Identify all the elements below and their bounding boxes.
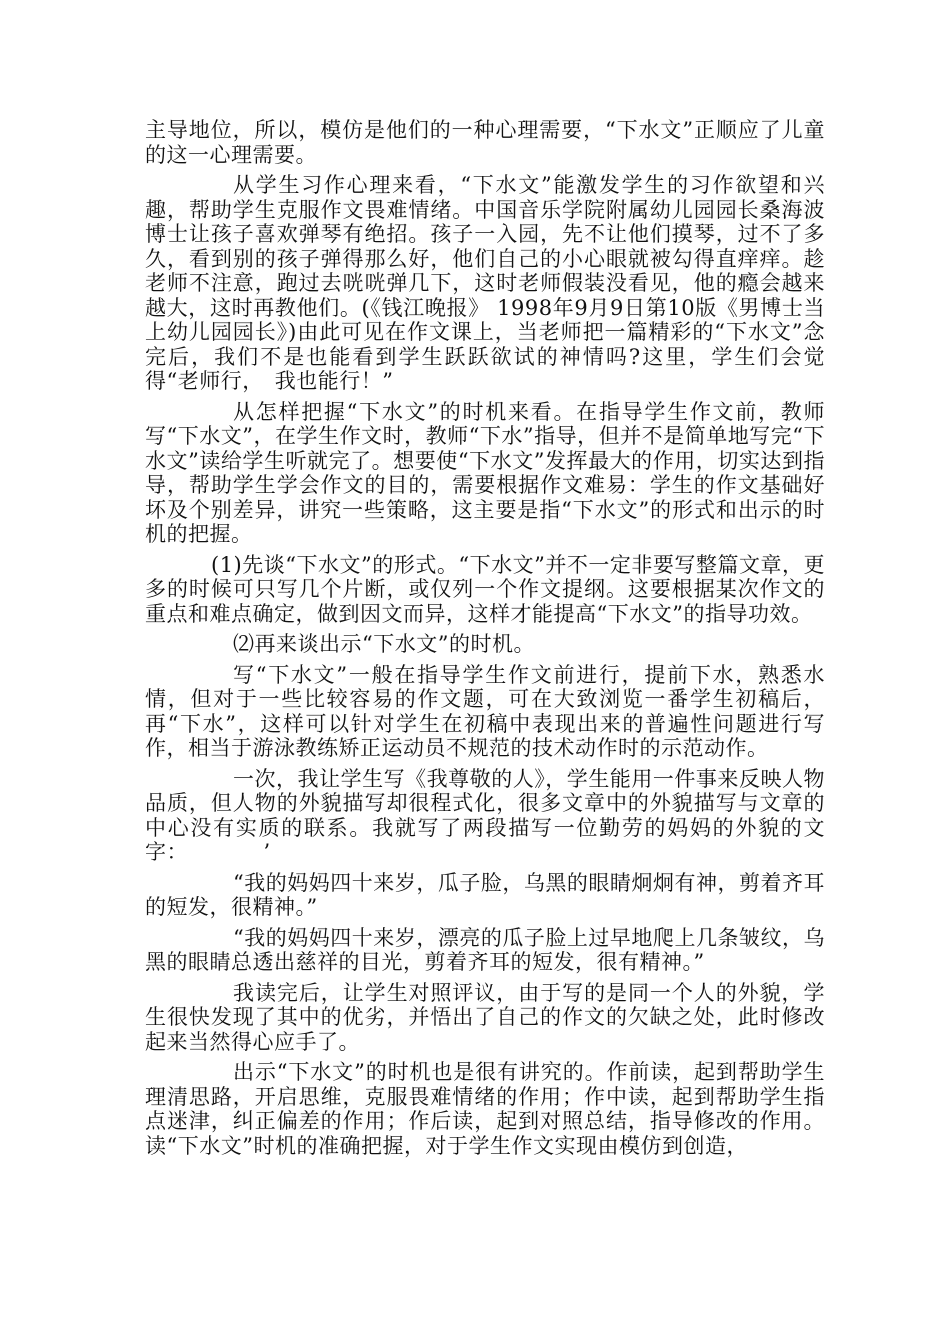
paragraph-writing-before: 写“下水文”一般在指导学生作文前进行，提前下水，熟悉水情，但对于一些比较容易的作文题，可在大致浏览一番学生初稿后，再“下水”，这样可以针对学生在初稿中表现出来的普遍性问题进行写作，相当于游泳教练矫正运动员不规范的技术动作时的示范动作。 bbox=[145, 662, 825, 760]
paragraph-continuation: 主导地位，所以，模仿是他们的一种心理需要，“下水文”正顺应了儿童的这一心理需要。 bbox=[145, 118, 825, 167]
document-page bbox=[145, 118, 825, 1164]
paragraph-quote-one: “我的妈妈四十来岁，瓜子脸，乌黑的眼睛炯炯有神，剪着齐耳的短发，很精神。” bbox=[145, 870, 825, 919]
paragraph-after-reading: 我读完后，让学生对照评议，由于写的是同一个人的外貌，学生很快发现了其中的优劣，并悟出了自己的作文的欠缺之处，此时修改起来当然得心应手了。 bbox=[145, 980, 825, 1054]
paragraph-timing-importance: 出示“下水文”的时机也是很有讲究的。作前读，起到帮助学生理清思路，开启思维，克服畏难情绪的作用；作中读，起到帮助学生指点迷津，纠正偏差的作用；作后读，起到对照总结，指导修改的作用。读“下水文”时机的准确把握，对于学生作文实现由模仿到创造， bbox=[145, 1060, 825, 1158]
paragraph-quote-two: “我的妈妈四十来岁，漂亮的瓜子脸上过早地爬上几条皱纹，乌黑的眼睛总透出慈祥的目光，剪着齐耳的短发，很有精神。” bbox=[145, 925, 825, 974]
paragraph-example: 一次，我让学生写《我尊敬的人》，学生能用一件事来反映人物品质，但人物的外貌描写却很程式化，很多文章中的外貌描写与文章的中心没有实质的联系。我就写了两段描写一位勤劳的妈妈的外貌的文字： ’ bbox=[145, 766, 825, 864]
paragraph-timing-intro: 从怎样把握“下水文”的时机来看。在指导学生作文前，教师写“下水文”，在学生作文时，教师“下水”指导，但并不是简单地写完“下水文”读给学生听就完了。想要使“下水文”发挥最大的作用，切实达到指导，帮助学生学会作文的目的，需要根据作文难易：学生的作文基础好坏及个别差异，讲究一些策略，这主要是指“下水文”的形式和出示的时机的把握。 bbox=[145, 399, 825, 546]
paragraph-psychology: 从学生习作心理来看，“下水文”能激发学生的习作欲望和兴趣，帮助学生克服作文畏难情绪。中国音乐学院附属幼儿园园长桑海波博士让孩子喜欢弹琴有绝招。孩子一入园，先不让他们摸琴，过不了多久，看到别的孩子弹得那么好，他们自己的小心眼就被勾得直痒痒。趁老师不注意，跑过去咣咣弹几下，这时老师假装没看见，他的瘾会越来越大，这时再教他们。(《钱江晚报》 1998年9月9日第10版《男博士当上幼儿园园长》)由此可见在作文课上，当老师把一篇精彩的“下水文”念完后，我们不是也能看到学生跃跃欲试的神情吗?这里，学生们会觉得“老师行， 我也能行！” bbox=[145, 173, 825, 393]
paragraph-timing-heading: ⑵再来谈出示“下水文”的时机。 bbox=[233, 632, 535, 656]
paragraph-form: (1)先谈“下水文”的形式。“下水文”并不一定非要写整篇文章，更多的时候可只写几个片断，或仅列一个作文提纲。这要根据某次作文的重点和难点确定，做到因文而异，这样才能提高“下水文”的指导功效。 bbox=[145, 552, 825, 626]
